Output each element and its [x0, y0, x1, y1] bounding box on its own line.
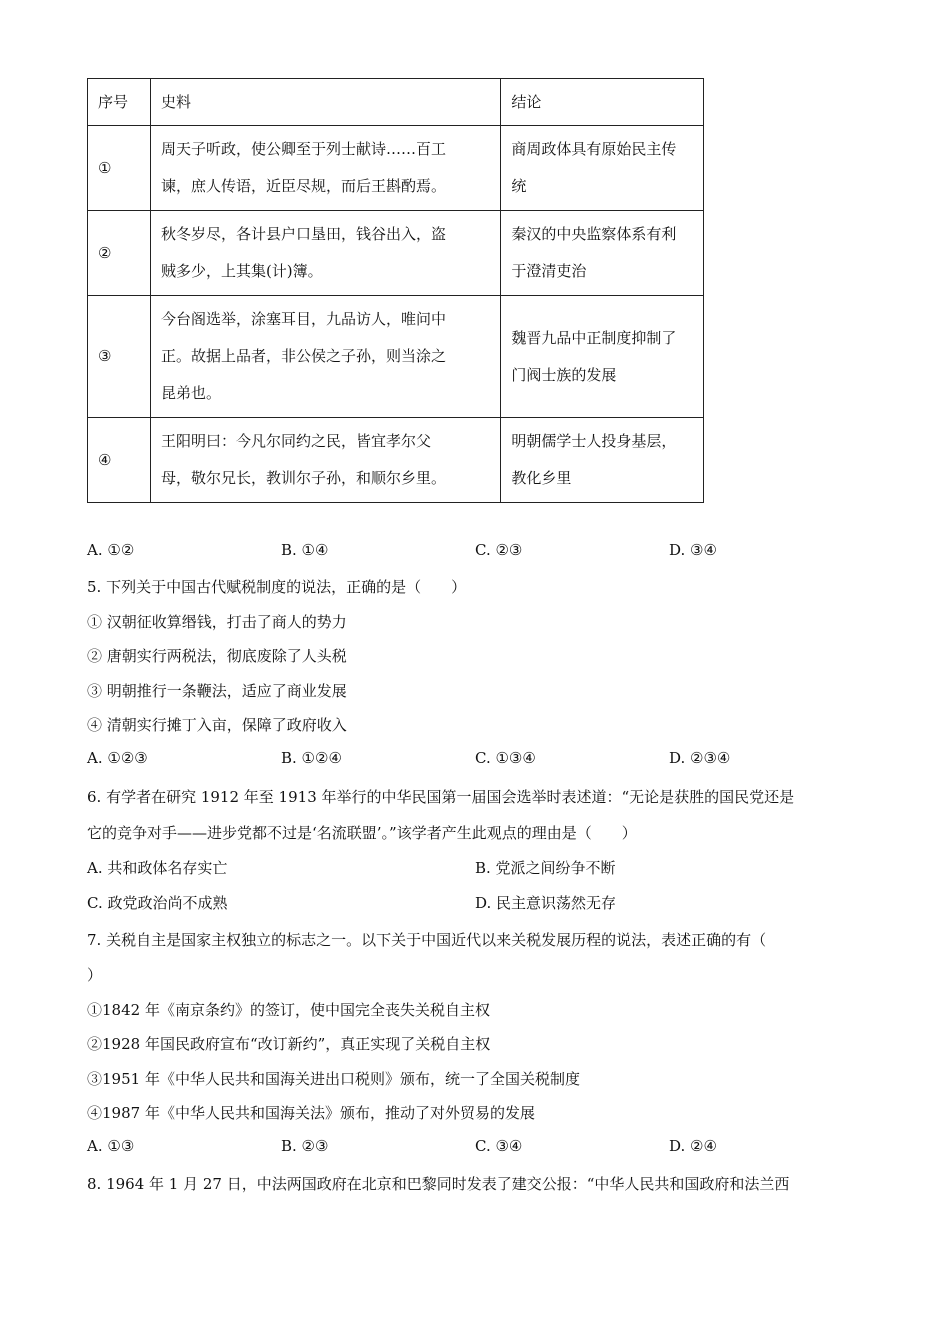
q6-option-c[interactable]: C. 政党政治尚不成熟	[87, 894, 228, 912]
conclusion-line: 明朝儒学士人投身基层，	[511, 432, 677, 450]
table-header-row	[88, 79, 704, 126]
source-cell	[150, 211, 500, 296]
q7-item: ①1842 年《南京条约》的签订，使中国完全丧失关税自主权	[87, 1001, 490, 1019]
source-line: 母，敬尔兄长，教训尔子孙，和顺尔乡里。	[160, 469, 446, 487]
conclusion-line: 教化乡里	[511, 469, 572, 487]
header-cell: 序号	[88, 79, 151, 126]
q5-stem: 5. 下列关于中国古代赋税制度的说法，正确的是（ ）	[87, 578, 467, 596]
source-line: 王阳明曰：今凡尔同约之民，皆宜孝尔父	[160, 432, 431, 450]
q7-item: ④1987 年《中华人民共和国海关法》颁布，推动了对外贸易的发展	[87, 1104, 535, 1122]
q6-option-d[interactable]: D. 民主意识荡然无存	[475, 894, 617, 912]
q7-stem-line2: ）	[87, 966, 103, 984]
conclusion-line: 于澄清吏治	[511, 262, 587, 280]
source-cell	[150, 296, 500, 418]
q4-option-c[interactable]: C. ②③	[475, 541, 523, 559]
conclusion-line: 统	[511, 177, 527, 195]
table-row	[88, 418, 704, 503]
conclusion-cell	[501, 296, 704, 418]
conclusion-line: 门阀士族的发展	[511, 365, 617, 384]
conclusion-cell	[501, 126, 704, 211]
q5-option-a[interactable]: A. ①②③	[87, 749, 148, 767]
q6-stem-line1: 6. 有学者在研究 1912 年至 1913 年举行的中华民国第一届国会选举时表述道：“无论是获胜的国民党还是	[87, 788, 795, 806]
q5-option-c[interactable]: C. ①③④	[475, 749, 536, 767]
source-line: 秋冬岁尽，各计县户口垦田，钱谷出入，盗	[160, 225, 446, 243]
source-line: 谏，庶人传语，近臣尽规，而后王斟酌焉。	[160, 177, 446, 195]
source-line: 今台阁选举，涂塞耳目，九品访人，唯问中	[160, 310, 446, 328]
table-row	[88, 296, 704, 418]
table-row	[88, 211, 704, 296]
source-table	[87, 78, 704, 503]
q6-option-b[interactable]: B. 党派之间纷争不断	[475, 859, 616, 877]
table-row	[88, 126, 704, 211]
source-line: 昆弟也。	[160, 384, 221, 402]
q7-option-b[interactable]: B. ②③	[281, 1137, 329, 1155]
q5-item: ③ 明朝推行一条鞭法，适应了商业发展	[87, 682, 347, 700]
row-number: ②	[88, 211, 151, 296]
source-cell	[150, 126, 500, 211]
q7-option-a[interactable]: A. ①③	[87, 1137, 135, 1155]
source-line: 周天子听政，使公卿至于列士献诗……百工	[160, 140, 446, 158]
source-cell	[150, 418, 500, 503]
q7-item: ②1928 年国民政府宣布“改订新约”，真正实现了关税自主权	[87, 1035, 491, 1053]
row-number: ①	[88, 126, 151, 211]
q5-item: ② 唐朝实行两税法，彻底废除了人头税	[87, 647, 347, 665]
conclusion-cell	[501, 418, 704, 503]
q6-option-a[interactable]: A. 共和政体名存实亡	[87, 859, 228, 877]
q7-option-c[interactable]: C. ③④	[475, 1137, 523, 1155]
q4-option-d[interactable]: D. ③④	[669, 541, 717, 559]
q8-stem-line1: 8. 1964 年 1 月 27 日，中法两国政府在北京和巴黎同时发表了建交公报：“中华人民共和国政府和法兰西	[87, 1175, 790, 1193]
q4-option-a[interactable]: A. ①②	[87, 541, 135, 559]
conclusion-line: 秦汉的中央监察体系有利	[511, 225, 677, 243]
header-cell: 结论	[501, 79, 704, 126]
q7-stem-line1: 7. 关税自主是国家主权独立的标志之一。以下关于中国近代以来关税发展历程的说法，表述正确的有（	[87, 931, 767, 949]
q5-item: ④ 清朝实行摊丁入亩，保障了政府收入	[87, 716, 347, 734]
source-line: 正。故据上品者，非公侯之子孙，则当涂之	[160, 347, 446, 365]
q7-option-d[interactable]: D. ②④	[669, 1137, 717, 1155]
q5-option-d[interactable]: D. ②③④	[669, 749, 731, 767]
conclusion-line: 魏晋九品中正制度抑制了	[511, 328, 677, 347]
source-line: 贼多少，上其集(计)簿。	[160, 262, 323, 280]
q6-stem-line2: 它的竞争对手——进步党都不过是‘名流联盟’。”该学者产生此观点的理由是（ ）	[87, 824, 637, 842]
row-number: ③	[88, 296, 151, 418]
conclusion-cell	[501, 211, 704, 296]
row-number: ④	[88, 418, 151, 503]
q5-item: ① 汉朝征收算缗钱，打击了商人的势力	[87, 613, 347, 631]
q7-item: ③1951 年《中华人民共和国海关进出口税则》颁布，统一了全国关税制度	[87, 1070, 580, 1088]
q4-option-b[interactable]: B. ①④	[281, 541, 329, 559]
q5-option-b[interactable]: B. ①②④	[281, 749, 342, 767]
header-cell: 史料	[150, 79, 500, 126]
conclusion-line: 商周政体具有原始民主传	[511, 140, 677, 158]
